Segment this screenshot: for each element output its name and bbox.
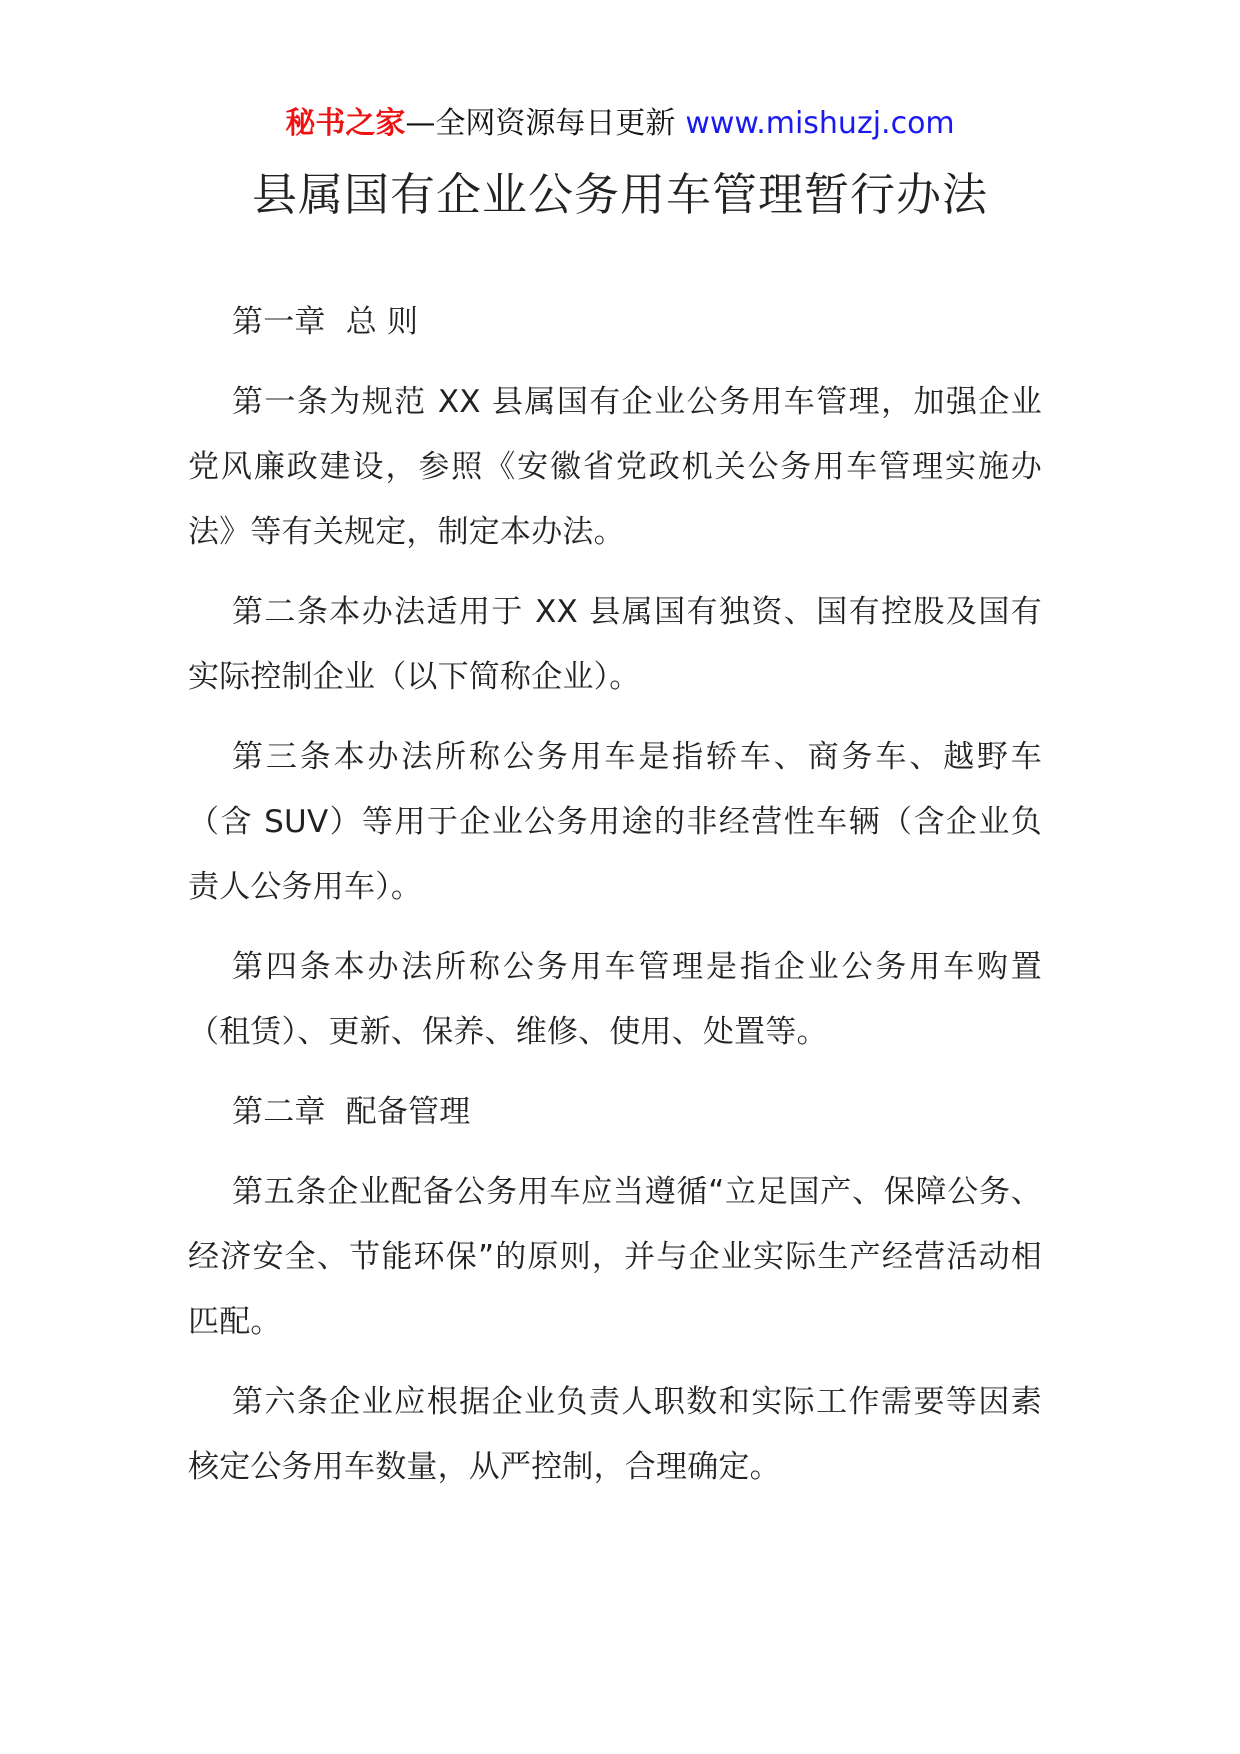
article-paragraph: 第六条企业应根据企业负责人职数和实际工作需要等因素核定公务用车数量，从严控制，合理确定。 [188, 1384, 1042, 1485]
chapter-heading: 第一章 总 则 [232, 304, 419, 340]
document-body [188, 290, 1042, 1515]
article-paragraph: 第四条本办法所称公务用车管理是指企业公务用车购置（租赁）、更新、保养、维修、使用、处置等。 [188, 949, 1042, 1050]
site-slogan: —全网资源每日更新 [405, 106, 676, 141]
site-header [0, 102, 1240, 146]
document-title: 县属国有企业公务用车管理暂行办法 [251, 168, 988, 221]
chapter-heading: 第二章 配备管理 [232, 1094, 471, 1130]
article-paragraph: 第二条本办法适用于 XX 县属国有独资、国有控股及国有实际控制企业（以下简称企业）。 [188, 594, 1042, 695]
article-paragraph: 第五条企业配备公务用车应当遵循“立足国产、保障公务、经济安全、节能环保”的原则，并与企业实际生产经营活动相匹配。 [188, 1174, 1042, 1340]
article-paragraph: 第一条为规范 XX 县属国有企业公务用车管理，加强企业党风廉政建设，参照《安徽省党政机关公务用车管理实施办法》等有关规定，制定本办法。 [188, 384, 1042, 550]
brand-name: 秘书之家 [285, 106, 406, 141]
site-url-link[interactable]: www.mishuzj.com [685, 106, 955, 141]
article-paragraph: 第三条本办法所称公务用车是指轿车、商务车、越野车（含 SUV）等用于企业公务用途的非经营性车辆（含企业负责人公务用车）。 [188, 739, 1042, 905]
